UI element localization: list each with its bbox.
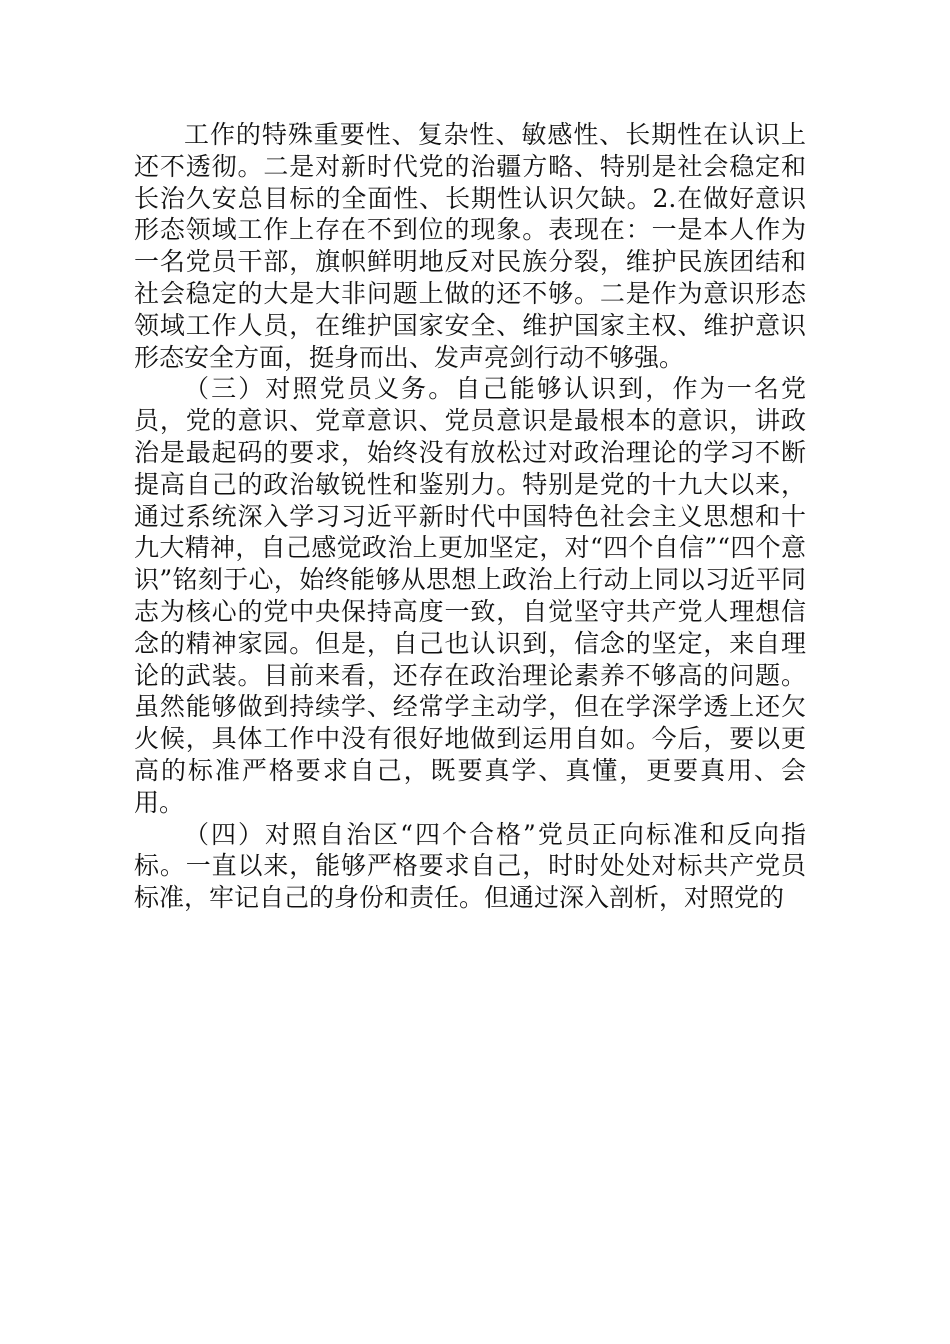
body-text bbox=[134, 119, 806, 914]
paragraph-four-qualified-standards: （四）对照自治区“四个合格”党员正向标准和反向指标。一直以来，能够严格要求自己，时时处处对标共产党员标准，牢记自己的身份和责任。但通过深入剖析，对照党的 bbox=[134, 819, 806, 913]
paragraph-continued: 工作的特殊重要性、复杂性、敏感性、长期性在认识上还不透彻。二是对新时代党的治疆方略、特别是社会稳定和长治久安总目标的全面性、长期性认识欠缺。2.在做好意识形态领域工作上存在不到位的现象。表现在：一是本人作为一名党员干部，旗帜鲜明地反对民族分裂，维护民族团结和社会稳定的大是大非问题上做的还不够。二是作为意识形态领域工作人员，在维护国家安全、维护国家主权、维护意识形态安全方面，挺身而出、发声亮剑行动不够强。 bbox=[134, 120, 806, 372]
paragraph-party-member-duties: （三）对照党员义务。自己能够认识到，作为一名党员，党的意识、党章意识、党员意识是最根本的意识，讲政治是最起码的要求，始终没有放松过对政治理论的学习不断提高自己的政治敏锐性和鉴别力。特别是党的十九大以来，通过系统深入学习习近平新时代中国特色社会主义思想和十九大精神，自己感觉政治上更加坚定，对“四个自信”“四个意识”铭刻于心，始终能够从思想上政治上行动上同以习近平同志为核心的党中央保持高度一致，自觉坚守共产党人理想信念的精神家园。但是，自己也认识到，信念的坚定，来自理论的武装。目前来看，还存在政治理论素养不够高的问题。虽然能够做到持续学、经常学主动学，但在学深学透上还欠火候，具体工作中没有很好地做到运用自如。今后，要以更高的标准严格要求自己，既要真学、真懂，更要真用、会用。 bbox=[134, 374, 806, 817]
